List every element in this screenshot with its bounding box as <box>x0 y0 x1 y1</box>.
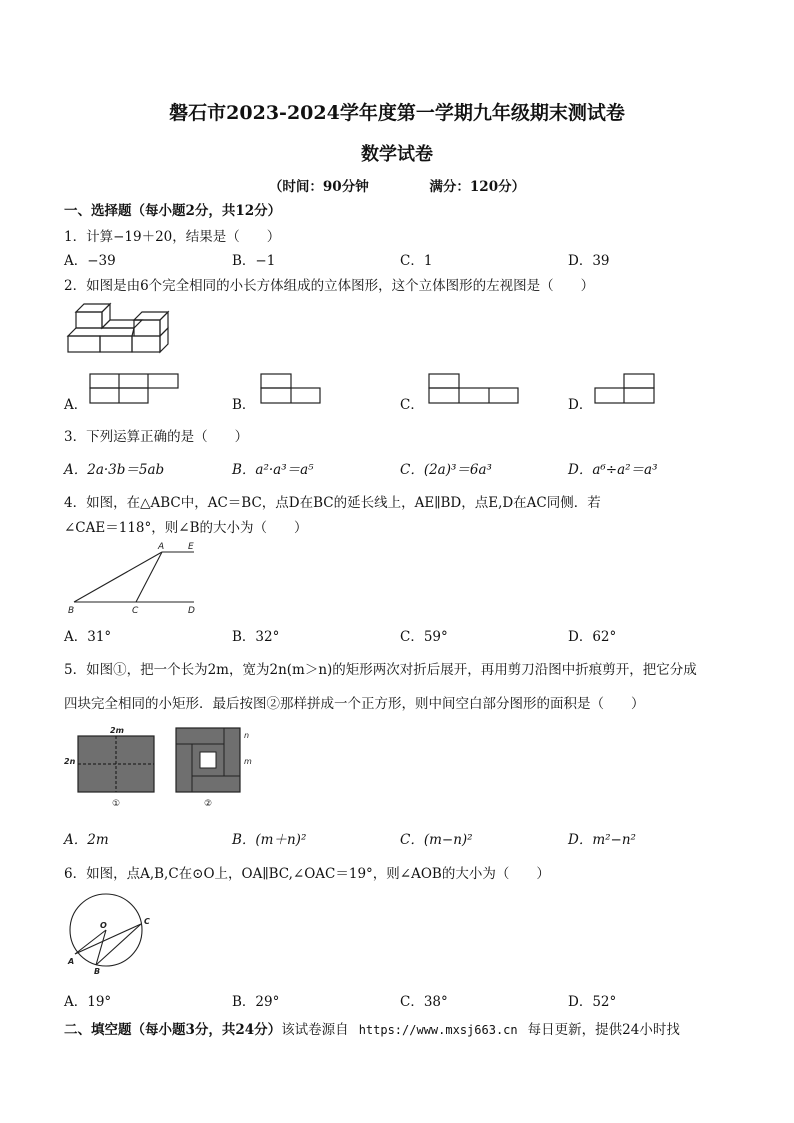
option-c: C．59° <box>400 629 448 645</box>
option-c: C．(2a)³＝6a³ <box>400 462 492 478</box>
option-b: B．29° <box>232 994 280 1010</box>
source-link[interactable]: https://www.mxsj663.cn <box>358 1023 518 1037</box>
exam-title: 磐石市2023-2024学年度第一学期九年级期末测试卷 <box>169 102 625 124</box>
footer-line <box>64 1018 680 1038</box>
caption-1: ① <box>112 799 121 809</box>
option-b: B．32° <box>232 629 280 645</box>
option-d: D．a⁶÷a²＝a³ <box>568 462 658 478</box>
option-d: D．62° <box>568 629 617 645</box>
option-a: A．31° <box>64 629 112 645</box>
options-row <box>64 828 744 850</box>
option-d: D． <box>568 397 593 413</box>
option-a: A．2a·3b＝5ab <box>64 462 165 478</box>
label-2m: 2m <box>110 726 124 735</box>
question-stem-cont: 四块完全相同的小矩形．最后按图②那样拼成一个正方形，则中间空白部分图形的面积是（ ） <box>64 696 645 712</box>
label-a: A <box>68 957 75 966</box>
question-stem: 1．计算−19＋20，结果是（ ） <box>64 229 281 245</box>
option-c: C．38° <box>400 994 448 1010</box>
figure-circle <box>62 888 162 978</box>
option-d-view <box>594 373 656 405</box>
question-stem: 6．如图，点A,B,C在⊙O上，OA∥BC,∠OAC＝19°，则∠AOB的大小为（ ） <box>64 866 550 882</box>
option-d: D．52° <box>568 994 617 1010</box>
label-n: n <box>244 731 250 740</box>
section-heading: 一、选择题（每小题2分，共12分） <box>64 203 282 219</box>
label-d: D <box>188 606 195 616</box>
exam-time: （时间：90分钟 <box>268 179 369 195</box>
option-a: A． <box>64 397 88 413</box>
option-c: C．1 <box>400 253 433 269</box>
caption-2: ② <box>204 799 213 809</box>
option-c: C．(m−n)² <box>400 832 473 848</box>
label-2n: 2n <box>64 757 76 766</box>
option-c-view <box>428 373 520 405</box>
question-stem: 3．下列运算正确的是（ ） <box>64 429 249 445</box>
option-b: B．a²·a³＝a⁵ <box>232 462 314 478</box>
label-c: C <box>144 917 150 926</box>
exam-score: 满分：120分） <box>429 179 526 195</box>
question-stem: 4．如图，在△ABC中，AC＝BC，点D在BC的延长线上，AE∥BD，点E,D在AC同侧．若 <box>64 495 601 511</box>
exam-subject: 数学试卷 <box>361 144 433 165</box>
footer-text: 该试卷源自 <box>281 1022 349 1038</box>
footer-text-2: 每日更新，提供24小时找 <box>527 1022 680 1038</box>
options-row <box>64 625 744 647</box>
section-heading-2: 二、填空题（每小题3分，共24分） <box>64 1022 282 1038</box>
option-b: B．−1 <box>232 253 276 269</box>
option-a: A．−39 <box>64 253 116 269</box>
label-a: A <box>158 542 165 552</box>
option-c: C． <box>400 397 424 413</box>
option-a: A．2m <box>64 832 109 848</box>
exam-info <box>0 175 794 195</box>
question-stem: 5．如图①，把一个长为2m，宽为2n(m＞n)的矩形两次对折后展开，再用剪刀沿图中折痕剪开，把它分成 <box>64 662 697 678</box>
label-m: m <box>244 757 252 766</box>
options-row <box>64 249 744 271</box>
label-c: C <box>132 606 139 616</box>
options-row <box>64 458 744 480</box>
options-row <box>64 990 744 1012</box>
figure-triangle <box>66 540 206 616</box>
question-stem-cont: ∠CAE＝118°，则∠B的大小为（ ） <box>64 520 308 536</box>
option-d: D．m²−n² <box>568 832 636 848</box>
label-o: O <box>100 921 107 930</box>
option-b-view <box>260 373 322 405</box>
label-b: B <box>68 606 75 616</box>
option-b: B． <box>232 397 256 413</box>
option-a-view <box>89 373 179 405</box>
figure-rectangles <box>62 724 262 808</box>
figure-3d-blocks <box>66 300 186 355</box>
label-e: E <box>188 542 194 552</box>
label-b: B <box>94 967 101 976</box>
option-d: D．39 <box>568 253 610 269</box>
option-b: B．(m＋n)² <box>232 832 307 848</box>
option-a: A．19° <box>64 994 112 1010</box>
question-stem: 2．如图是由6个完全相同的小长方体组成的立体图形，这个立体图形的左视图是（ ） <box>64 278 595 294</box>
